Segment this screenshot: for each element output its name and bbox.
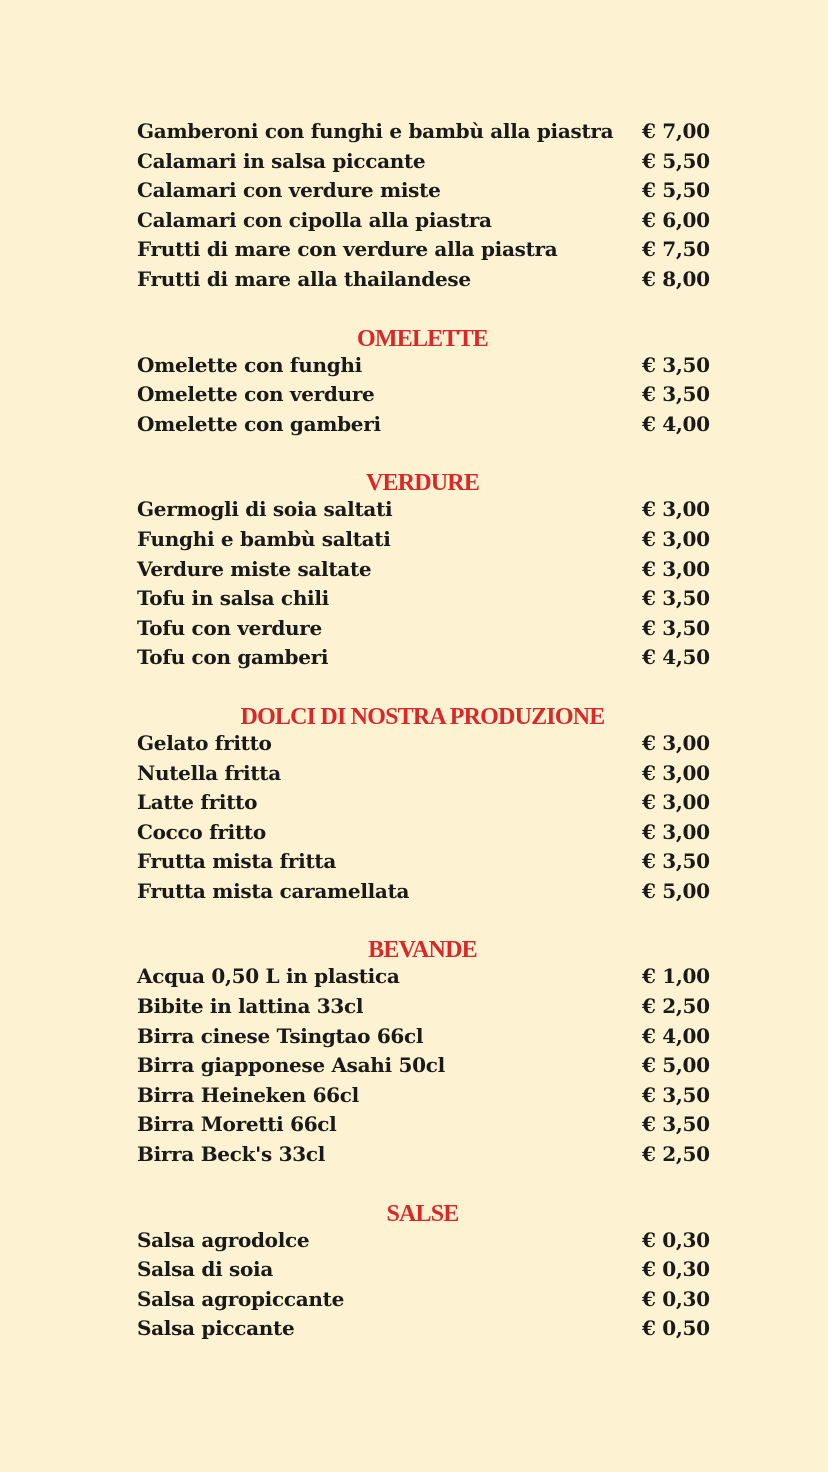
menu-item — [137, 1051, 708, 1081]
item-price: € 3,50 — [642, 382, 710, 407]
menu-item — [137, 729, 708, 759]
item-name: Salsa piccante — [137, 1316, 295, 1341]
item-name: Birra Moretti 66cl — [137, 1112, 337, 1137]
menu-item — [137, 235, 708, 265]
item-name: Latte fritto — [137, 790, 258, 815]
menu-section-salse — [137, 1192, 708, 1344]
item-price: € 5,50 — [642, 148, 710, 173]
item-name: Birra giapponese Asahi 50cl — [137, 1053, 445, 1078]
item-price: € 3,50 — [642, 586, 710, 611]
item-name: Salsa di soia — [137, 1257, 273, 1282]
item-price: € 3,50 — [642, 615, 710, 640]
item-price: € 0,30 — [642, 1257, 710, 1282]
item-name: Omelette con gamberi — [137, 411, 381, 436]
item-name: Calamari con verdure miste — [137, 178, 441, 203]
item-name: Funghi e bambù saltati — [137, 526, 391, 551]
item-name: Cocco fritto — [137, 819, 266, 844]
item-price: € 7,50 — [642, 237, 710, 262]
item-name: Acqua 0,50 L in plastica — [137, 964, 400, 989]
item-price: € 0,30 — [642, 1227, 710, 1252]
menu-item — [137, 147, 708, 177]
item-name: Gamberoni con funghi e bambù alla piastra — [137, 119, 614, 143]
section-title: VERDURE — [365, 470, 480, 497]
item-name: Omelette con verdure — [137, 382, 375, 407]
menu-item — [137, 1226, 708, 1256]
menu-item — [137, 759, 708, 789]
menu-item — [137, 614, 708, 644]
item-price: € 7,00 — [642, 119, 710, 143]
item-name: Tofu con gamberi — [137, 645, 329, 670]
item-name: Nutella fritta — [137, 760, 281, 785]
item-price: € 4,50 — [642, 645, 710, 670]
item-price: € 2,50 — [642, 994, 710, 1019]
section-title: BEVANDE — [368, 937, 477, 964]
item-name: Frutta mista fritta — [137, 849, 336, 874]
menu-item — [137, 265, 708, 295]
menu-item — [137, 1255, 708, 1285]
menu-section-seafood — [137, 117, 708, 295]
item-price: € 3,00 — [642, 556, 710, 581]
item-price: € 3,00 — [642, 526, 710, 551]
menu-item — [137, 206, 708, 236]
menu-section-dolci — [137, 695, 708, 907]
item-name: Omelette con funghi — [137, 352, 362, 377]
item-price: € 4,00 — [642, 411, 710, 436]
menu-item — [137, 1285, 708, 1315]
menu-item — [137, 877, 708, 907]
menu-item — [137, 818, 708, 848]
item-price: € 0,50 — [642, 1316, 710, 1341]
item-name: Frutti di mare con verdure alla piastra — [137, 237, 558, 262]
item-name: Tofu con verdure — [137, 615, 322, 640]
menu-item — [137, 1110, 708, 1140]
section-title: DOLCI DI NOSTRA PRODUZIONE — [240, 703, 605, 730]
item-price: € 3,00 — [642, 790, 710, 815]
menu-item — [137, 380, 708, 410]
item-price: € 3,50 — [642, 352, 710, 377]
item-name: Calamari con cipolla alla piastra — [137, 207, 492, 232]
menu-item — [137, 1140, 708, 1170]
menu — [137, 117, 708, 1344]
item-price: € 3,00 — [642, 819, 710, 844]
menu-item — [137, 410, 708, 440]
item-name: Calamari in salsa piccante — [137, 148, 426, 173]
item-price: € 8,00 — [642, 266, 710, 291]
item-price: € 5,00 — [642, 1053, 710, 1078]
menu-item — [137, 351, 708, 381]
item-name: Tofu in salsa chili — [137, 586, 329, 611]
item-price: € 6,00 — [642, 207, 710, 232]
item-name: Frutta mista caramellata — [137, 878, 410, 903]
menu-item — [137, 962, 708, 992]
section-title: OMELETTE — [357, 325, 488, 352]
item-price: € 3,50 — [642, 849, 710, 874]
menu-item — [137, 847, 708, 877]
item-name: Frutti di mare alla thailandese — [137, 266, 471, 291]
item-name: Salsa agrodolce — [137, 1227, 310, 1252]
menu-item — [137, 1022, 708, 1052]
item-name: Birra cinese Tsingtao 66cl — [137, 1023, 424, 1048]
menu-section-verdure — [137, 461, 708, 673]
item-name: Germogli di soia saltati — [137, 497, 393, 522]
menu-section-omelette — [137, 317, 708, 440]
item-price: € 3,00 — [642, 497, 710, 522]
menu-item — [137, 1314, 708, 1344]
item-price: € 5,00 — [642, 878, 710, 903]
menu-item — [137, 992, 708, 1022]
item-price: € 5,50 — [642, 178, 710, 203]
item-price: € 3,00 — [642, 730, 710, 755]
item-price: € 4,00 — [642, 1023, 710, 1048]
item-name: Birra Heineken 66cl — [137, 1082, 359, 1107]
item-price: € 3,50 — [642, 1082, 710, 1107]
menu-item — [137, 176, 708, 206]
menu-item — [137, 584, 708, 614]
item-price: € 3,50 — [642, 1112, 710, 1137]
menu-item — [137, 788, 708, 818]
menu-section-bevande — [137, 928, 708, 1169]
menu-item — [137, 555, 708, 585]
item-price: € 0,30 — [642, 1286, 710, 1311]
item-price: € 3,00 — [642, 760, 710, 785]
item-price: € 2,50 — [642, 1142, 710, 1167]
menu-item — [137, 1081, 708, 1111]
item-name: Birra Beck's 33cl — [137, 1142, 326, 1167]
menu-item — [137, 525, 708, 555]
item-name: Bibite in lattina 33cl — [137, 994, 364, 1019]
menu-item — [137, 643, 708, 673]
section-title: SALSE — [386, 1200, 459, 1227]
item-price: € 1,00 — [642, 964, 710, 989]
item-name: Salsa agropiccante — [137, 1286, 345, 1311]
menu-item — [137, 495, 708, 525]
item-name: Verdure miste saltate — [137, 556, 372, 581]
item-name: Gelato fritto — [137, 730, 272, 755]
menu-item — [137, 117, 708, 147]
